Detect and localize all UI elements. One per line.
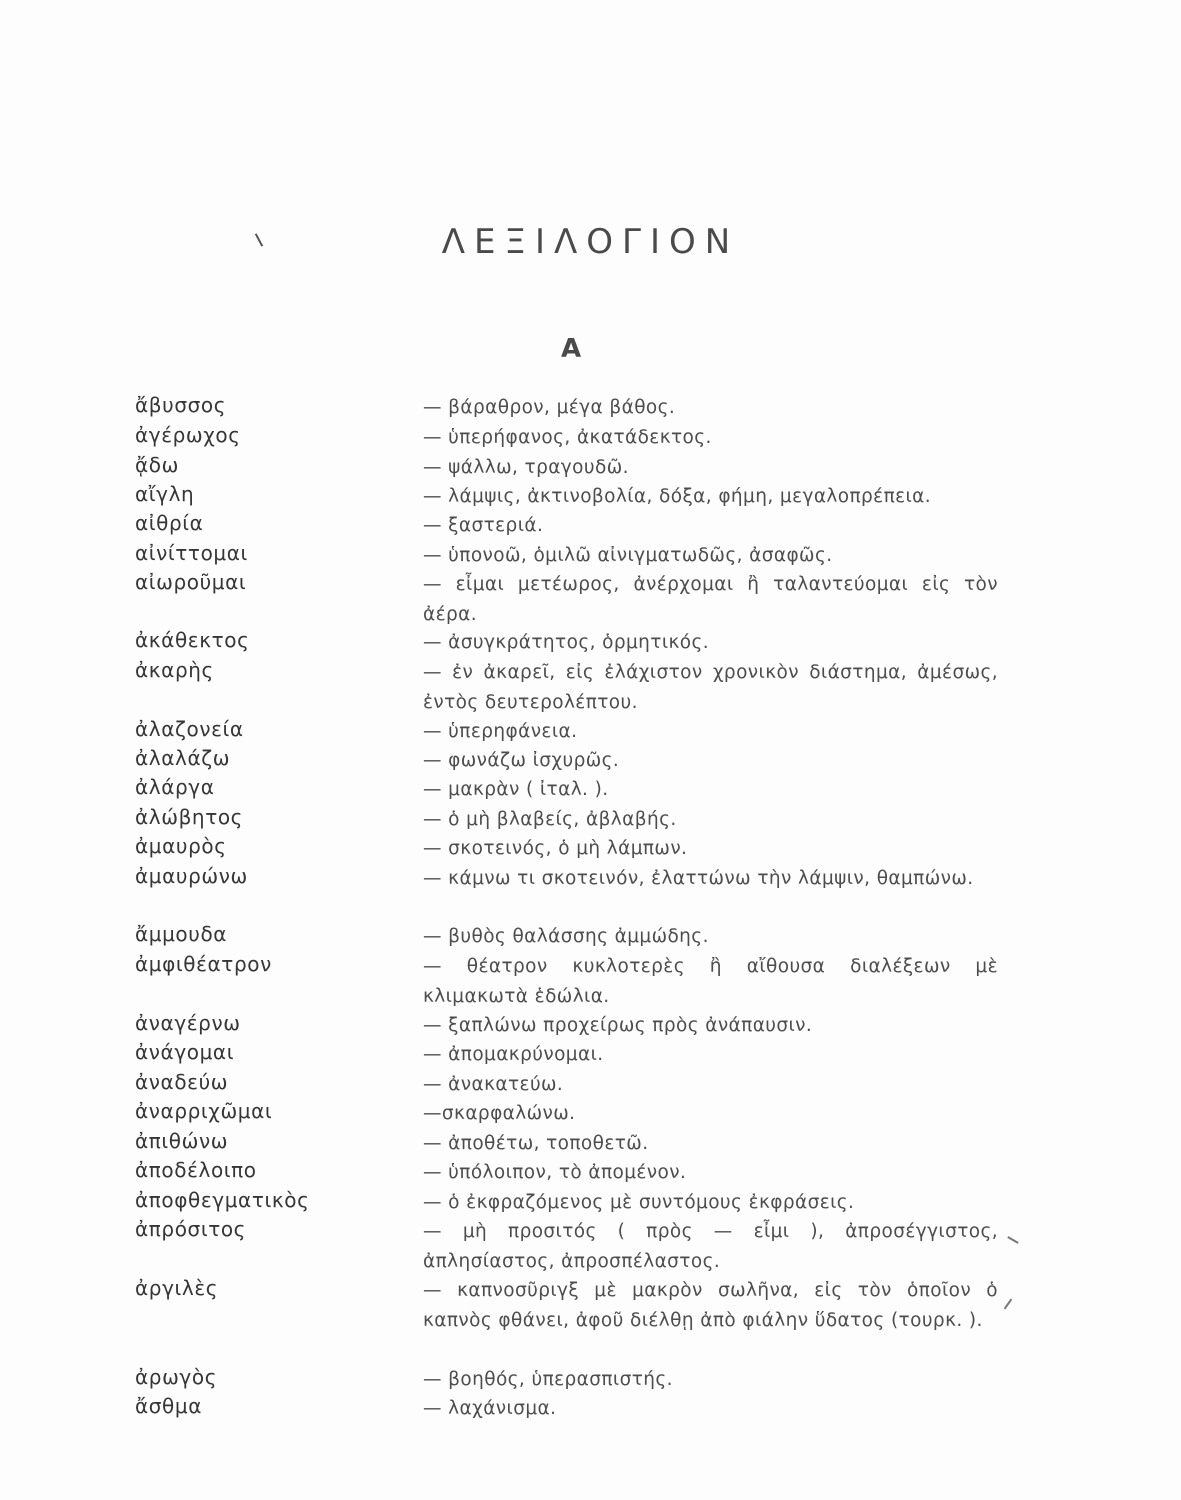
entry-word: ἀκαρὴς [135,658,214,682]
stray-mark [1004,1299,1013,1310]
entry-word: ἀναρριχῶμαι [135,1099,273,1123]
entry-word: ἀργιλὲς [135,1276,219,1300]
entry-definition: — ἀσυγκράτητος, ὁρμητικός. [423,632,710,653]
entry-definition: — θέατρον κυκλοτερὲς ἢ αἴθουσα διαλέξεων μὲ κλιμακωτὰ ἑδώλια. [423,956,998,1007]
entry-definition: — ὑπερήφανος, ἀκατάδεκτος. [423,427,712,448]
entry-definition: — μακρὰν ( ἰταλ. ). [423,779,609,800]
entry-word: ἀλάργα [135,775,215,799]
entry-word: αἴγλη [135,482,195,506]
entry-definition: — ὑπονοῶ, ὁμιλῶ αἰνιγματωδῶς, ἀσαφῶς. [423,545,833,566]
entry-definition: — βοηθός, ὑπερασπιστής. [423,1369,673,1390]
entry-definition: — φωνάζω ἰσχυρῶς. [423,750,620,771]
entry-word: ἀποδέλοιπο [135,1158,257,1182]
entry-definition: — ἀνακατεύω. [423,1074,564,1095]
entry-definition: — καπνοσῦριγξ μὲ μακρὸν σωλῆνα, εἰς τὸν ὁποῖον ὁ καπνὸς φθάνει, ἀφοῦ διέλθῃ ἀπὸ φιάλην ὕδατος (τουρκ. ). [423,1280,998,1331]
entry-word: ἀμαυρώνω [135,864,248,888]
entry-definition: —σκαρφαλώνω. [423,1103,576,1124]
entry-definition: — λάμψις, ἀκτινοβολία, δόξα, φήμη, μεγαλοπρέπεια. [423,486,932,507]
entry-word: ἀρωγὸς [135,1365,218,1389]
entry-word: ἀμφιθέατρον [135,952,272,976]
entry-word: ἄβυσσος [135,393,227,417]
entry-definition: — ψάλλω, τραγουδῶ. [423,457,629,478]
entry-word: ἀπιθώνω [135,1129,229,1153]
entry-word: αἰνίττομαι [135,541,248,565]
entry-word: ἄμμουδα [135,922,228,946]
entry-definition: — βάραθρον, μέγα βάθος. [423,397,676,418]
entry-definition: — εἶμαι μετέωρος, ἀνέρχομαι ἢ ταλαντεύομαι εἰς τὸν ἀέρα. [423,574,998,625]
entry-word: ἀπρόσιτος [135,1217,247,1241]
page-title: ΛΕΞΙΛΟΓΙΟΝ [441,222,740,262]
entry-definition: — ἀποθέτω, τοποθετῶ. [423,1133,649,1154]
entry-word: ἄσθμα [135,1394,203,1418]
entry-word: ἀλαλάζω [135,746,231,770]
entry-definition: — ὑπερηφάνεια. [423,721,578,742]
entry-word: ἀναγέρνω [135,1011,241,1035]
entry-word: ἀνάγομαι [135,1040,235,1064]
entry-definition: — ὁ ἐκφραζόμενος μὲ συντόμους ἐκφράσεις. [423,1192,855,1213]
entry-word: ἀκάθεκτος [135,628,250,652]
section-letter: Α [560,334,582,364]
entry-definition: — μὴ προσιτός ( πρὸς — εἶμι ), ἀπροσέγγιστος, ἀπλησίαστος, ἀπροσπέλαστος. [423,1221,998,1272]
entry-word: ἀλώβητος [135,805,244,829]
entry-word: ἀμαυρὸς [135,834,227,858]
stray-mark [1007,1236,1018,1244]
entry-definition: — σκοτεινός, ὁ μὴ λάμπων. [423,838,688,859]
entry-word: ἀναδεύω [135,1070,229,1094]
entry-definition: — ξαστεριά. [423,515,544,536]
entry-word: ᾄδω [135,453,179,477]
entry-definition: — ξαπλώνω προχείρως πρὸς ἀνάπαυσιν. [423,1015,813,1036]
entry-word: αἰωροῦμαι [135,570,247,594]
entry-word: ἀποφθεγματικὸς [135,1188,310,1212]
entry-word: ἀγέρωχος [135,423,241,447]
entry-definition: — λαχάνισμα. [423,1398,557,1419]
entry-definition: — κάμνω τι σκοτεινόν, ἐλαττώνω τὴν λάμψιν, θαμπώνω. [423,868,974,889]
entry-word: ἀλαζονεία [135,717,244,741]
entry-definition: — βυθὸς θαλάσσης ἀμμώδης. [423,926,709,947]
entry-definition: — ἐν ἀκαρεῖ, εἰς ἐλάχιστον χρονικὸν διάστημα, ἀμέσως, ἐντὸς δευτερολέπτου. [423,662,998,713]
entry-word: αἰθρία [135,511,204,535]
entry-definition: — ὁ μὴ βλαβείς, ἀβλαβής. [423,809,677,830]
entry-definition: — ὑπόλοιπον, τὸ ἀπομένον. [423,1162,687,1183]
entry-definition: — ἀπομακρύνομαι. [423,1044,604,1065]
